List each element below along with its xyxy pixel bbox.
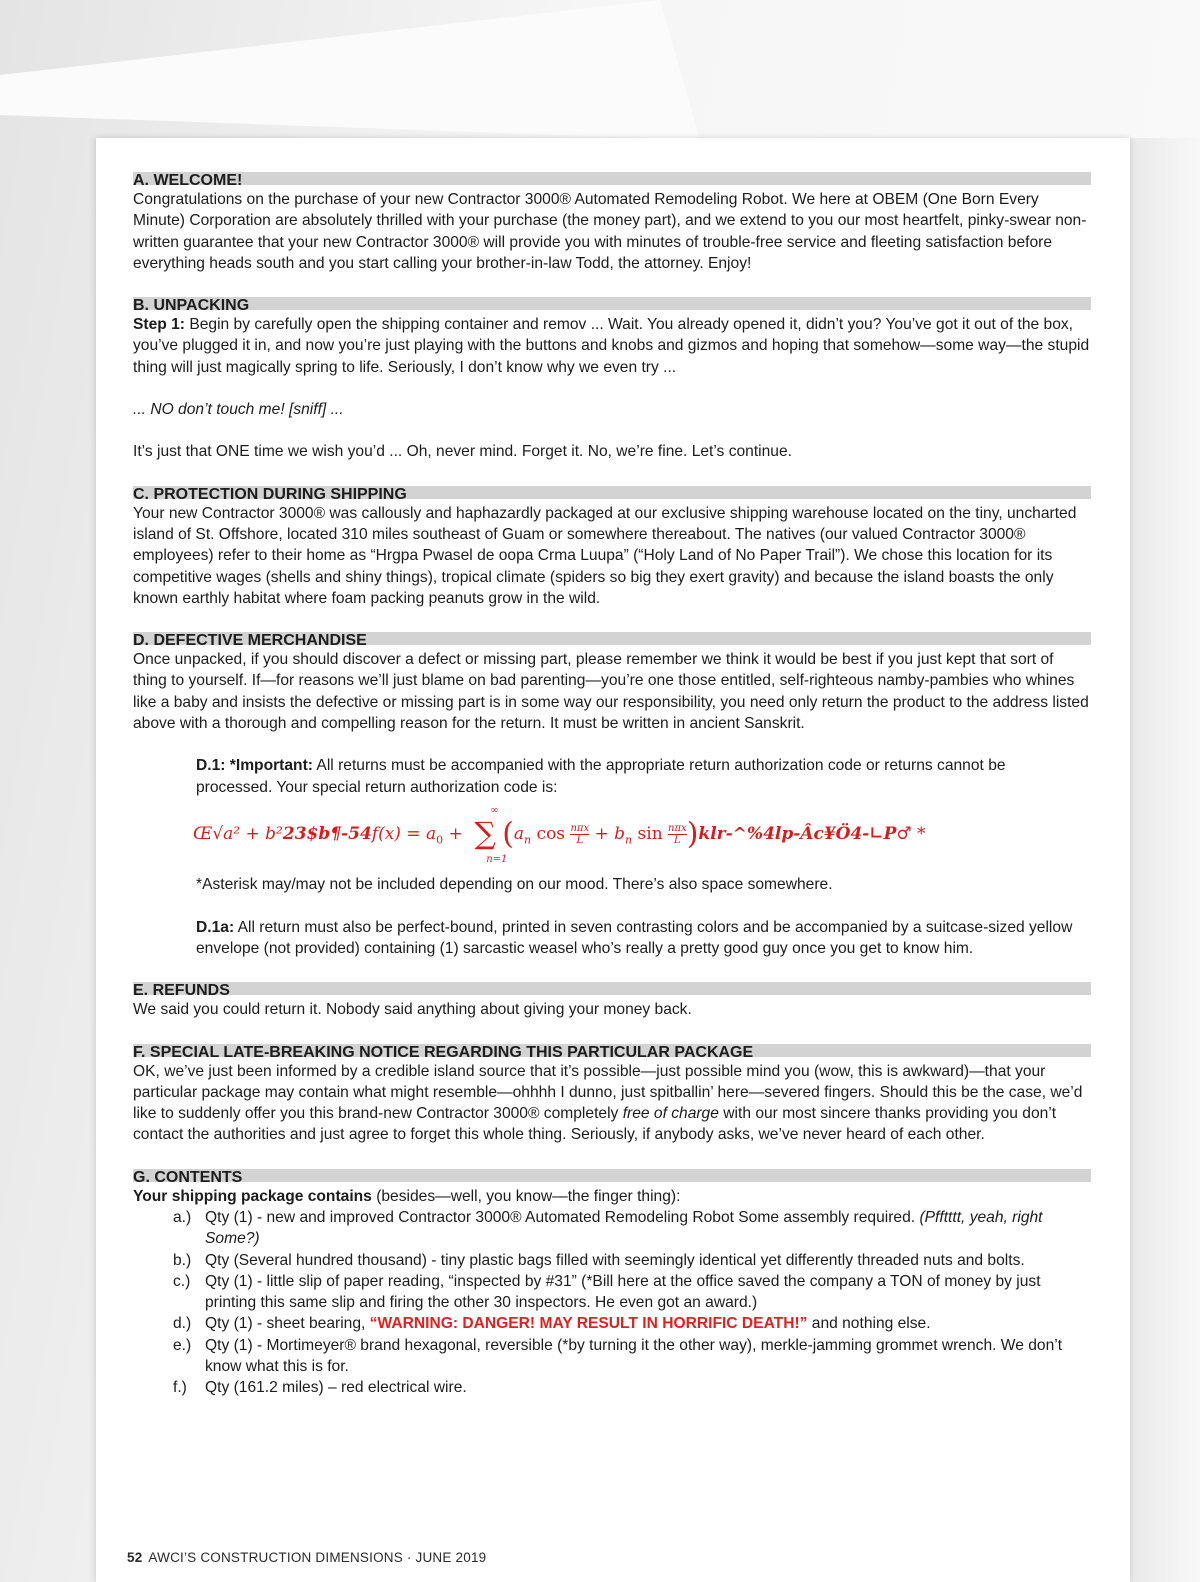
intro-rest: (besides—well, you know—the finger thing): [371, 1187, 681, 1205]
sum-upper: ∞ [490, 805, 499, 817]
code-an-sub: n [524, 833, 532, 847]
item-marker: d.) [173, 1315, 192, 1333]
section-special-notice [133, 1042, 1091, 1146]
footnote: *Asterisk may/may not be included depending on our mood. There’s also space somewhere. [196, 876, 833, 894]
code-part1: 23$b¶-54 [282, 823, 372, 844]
frac-num: nπx [668, 822, 687, 834]
page-number: 52 [127, 1550, 143, 1565]
publication-name: AWCI’S CONSTRUCTION DIMENSIONS · JUNE 2019 [148, 1550, 487, 1565]
right-paren: ) [686, 816, 699, 852]
subsection-d1 [196, 755, 1076, 798]
item-marker: b.) [173, 1251, 192, 1269]
item-marker: a.) [173, 1209, 192, 1226]
list-item [133, 1250, 1091, 1271]
fraction [570, 823, 589, 846]
frac-num: nπx [570, 822, 590, 834]
header-bar [133, 172, 1091, 185]
code-plus-bn: + b [589, 823, 626, 844]
paragraph [133, 314, 1091, 378]
notice-italic: free of charge [622, 1105, 719, 1123]
list-item [133, 1335, 1091, 1378]
paragraph [133, 1061, 1091, 1146]
section-header [133, 295, 1091, 315]
section-title: E. REFUNDS [133, 982, 230, 1000]
section-title: C. PROTECTION DURING SHIPPING [133, 485, 407, 503]
page-edge-shadow [1130, 138, 1200, 1582]
item-text: Qty (1) - Mortimeyer® brand hexagonal, reversible (*by turning it the other way), merkle-jamming grommet wrench. We don’t know what this is for. [205, 1336, 1063, 1376]
item-text-end: and nothing else. [807, 1315, 931, 1333]
item-marker: c.) [173, 1272, 191, 1290]
d1-label: D.1: *Important: [196, 757, 313, 775]
contents-list [133, 1207, 1091, 1399]
code-a0-sub: 0 [436, 833, 444, 847]
section-unpacking [133, 295, 1091, 462]
frac-den: L [576, 834, 584, 846]
magazine-page [96, 138, 1130, 1582]
summation [468, 805, 508, 865]
section-header [133, 630, 1091, 650]
notice-text: OK, we’ve just been informed by a credible island source that it’s possible—just possible mind you (wow, this is awkward)—that your particular package may contain what might resemble—ohhhh I dunno, just spitballin’ here—severed fingers. Should this be the case, we’d like to suddenly offer you this brand-new Contractor 3000® completely [133, 1062, 1083, 1123]
paragraph: Congratulations on the purchase of your new Contractor 3000® Automated Remodeling Robot. We here at OBEM (One Born Every Minute) Corporation are absolutely thrilled with your purchase (the money part), and we extend to you our most heartfelt, pinky-swear non-written guarantee that your new Contractor 3000® will provide you with minutes of trouble-free service and fleeting satisfaction before everything heads south and you start calling your brother-in-law Todd, the attorney. Enjoy! [133, 191, 1087, 272]
section-refunds [133, 980, 1091, 1020]
code-asterisk: * [911, 823, 926, 844]
warning-text: “WARNING: DANGER! MAY RESULT IN HORRIFIC DEATH!” [369, 1315, 808, 1333]
notice-text-end: with our most sincere thanks providing you don’t contact the authorities and just agree to forget this whole thing. Seriously, if anybody asks, we’ve never heard of each other. [133, 1105, 1057, 1144]
section-contents [133, 1167, 1091, 1399]
section-header [133, 170, 1091, 189]
step-label: Step 1: [133, 316, 185, 334]
section-welcome [133, 170, 1091, 274]
left-paren: ( [502, 816, 514, 852]
code-sin: sin [632, 823, 669, 844]
section-protection [133, 484, 1091, 609]
item-marker: f.) [173, 1379, 187, 1397]
code-cos: cos [531, 823, 571, 844]
list-item [133, 1207, 1091, 1250]
step-text: Begin by carefully open the shipping container and remov ... Wait. You already opened it, didn’t you? You’ve got it out of the box, you’ve plugged it in, and now you’re just playing with the buttons and knobs and gizmos and hoping that somehow—some way—the stupid thing will just magically spring to life. Seriously, I don’t know why we even try ... [133, 316, 1090, 376]
paragraph: Once unpacked, if you should discover a defect or missing part, please remember we think it would be best if you just kept that sort of thing to yourself. If—for reasons we’ll just blame on bad parenting—you’re one those entitled, self-righteous namby-pambies who whines like a baby and insists the defective or missing part is in some way our responsibility, you need only return the product to the address listed above with a thorough and compelling reason for the return. It must be written in ancient Sanskrit. [133, 651, 1089, 733]
list-item [133, 1313, 1091, 1334]
list-item [133, 1377, 1091, 1398]
frac-den: L [674, 834, 681, 846]
paragraph: Your new Contractor 3000® was callously and haphazardly packaged at our exclusive shipping warehouse located on the tiny, uncharted island of St. Offshore, located 310 miles southeast of Guam or somewhere thereabout. The natives (our valued Contractor 3000® employees) refer to their home as “Hrgpa Pwasel de oopa Crma Luupa” (“Holy Land of No Paper Trail”). We chose this location for its competitive wages (shells and shiny things), tropical climate (spiders so big they exert gravity) and because the island boasts the only known earthly habitat where foam packing peanuts grow in the wild. [133, 504, 1077, 607]
page-footer [127, 1547, 486, 1568]
sum-lower: n=1 [486, 853, 508, 865]
paragraph: We said you could return it. Nobody said anything about giving your money back. [133, 1001, 692, 1019]
section-title: G. CONTENTS [133, 1168, 243, 1186]
section-title: A. WELCOME! [133, 172, 243, 189]
item-marker: e.) [173, 1336, 192, 1354]
d1a-text: All return must also be perfect-bound, printed in seven contrasting colors and be accompanied by a suitcase-sized yellow envelope (not provided) containing (1) sarcastic weasel who’s really a pretty good guy once you get to know him. [196, 918, 1073, 957]
item-text: Qty (1) - sheet bearing, [205, 1315, 370, 1333]
code-bn-sub: n [625, 833, 633, 847]
header-bar [133, 1169, 1091, 1182]
contents-intro [133, 1186, 1091, 1207]
section-header [133, 1167, 1091, 1186]
fraction [668, 823, 687, 846]
intro-bold: Your shipping package contains [133, 1187, 372, 1205]
item-italic: (Pfftttt, yeah, right Some?) [205, 1209, 1043, 1248]
item-text: Qty (1) - little slip of paper reading, “inspected by #31” (*Bill here at the office saved the company a TON of money by just printing this same slip and firing the other 30 inspectors. He even got an award.) [205, 1272, 1041, 1312]
aside-text: ... NO don’t touch me! [sniff] ... [133, 401, 344, 419]
section-title: B. UNPACKING [133, 297, 250, 315]
code-plus: + [443, 823, 469, 844]
section-header [133, 1042, 1091, 1061]
code-suffix: klr-^%4lp-Âc¥Ö4-∟P♂ [698, 823, 912, 844]
section-title: F. SPECIAL LATE-BREAKING NOTICE REGARDING THIS PARTICULAR PACKAGE [133, 1043, 754, 1061]
sum-symbol: ∑ [474, 816, 496, 852]
code-an: a [513, 823, 525, 844]
code-prefix: Œ√a² + b² [193, 823, 283, 844]
subsection-d1a [196, 917, 1076, 960]
item-text: Qty (Several hundred thousand) - tiny plastic bags filled with seemingly identical yet differently threaded nuts and bolts. [205, 1251, 1025, 1269]
list-item [133, 1271, 1091, 1314]
d1a-label: D.1a: [196, 918, 235, 936]
return-authorization-code [193, 805, 1091, 865]
header-bar [133, 982, 1091, 995]
item-text: Qty (1) - new and improved Contractor 3000® Automated Remodeling Robot Some assembly required. [205, 1209, 920, 1226]
d1-text: All returns must be accompanied with the appropriate return authorization code or returns cannot be processed. Your special return authorization code is: [196, 757, 1006, 796]
paragraph: It’s just that ONE time we wish you’d ... Oh, never mind. Forget it. No, we’re fine. Let’s continue. [133, 443, 792, 461]
section-header [133, 484, 1091, 503]
section-title: D. DEFECTIVE MERCHANDISE [133, 632, 367, 650]
section-defective [133, 630, 1091, 959]
code-fx: f(x) = a [371, 823, 437, 844]
item-text: Qty (161.2 miles) – red electrical wire. [205, 1379, 467, 1397]
header-bar [133, 297, 1091, 310]
article-content [127, 170, 1091, 1565]
section-header [133, 980, 1091, 1000]
aside [133, 399, 1091, 420]
